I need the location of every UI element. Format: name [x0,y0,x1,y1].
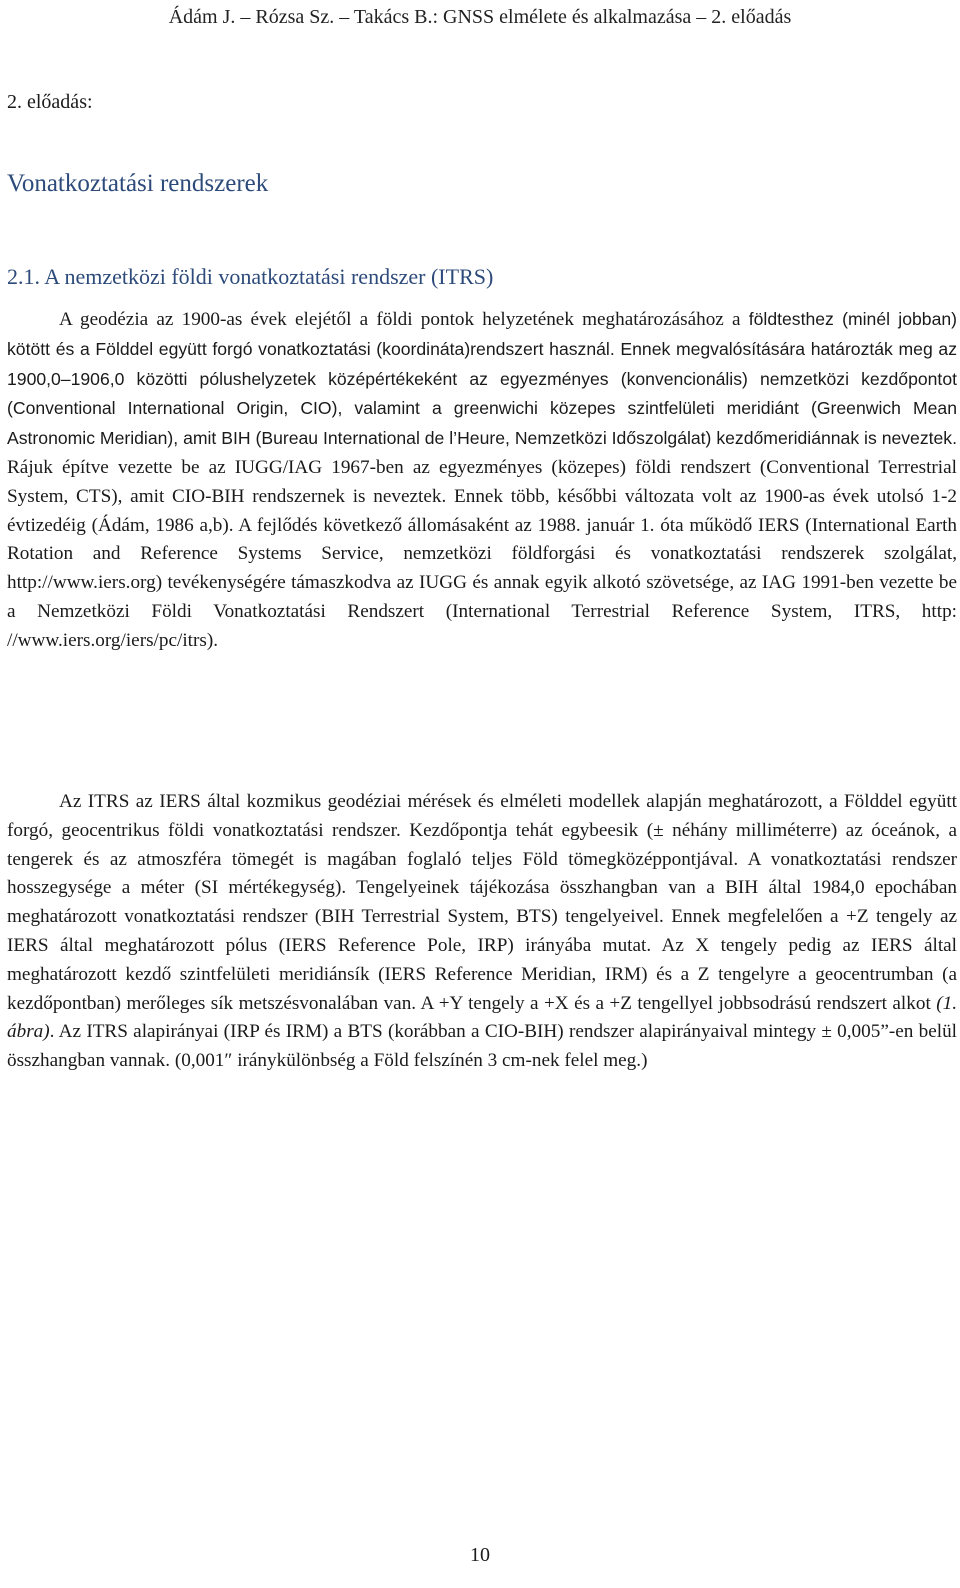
lecture-label: 2. előadás: [7,91,93,113]
page-number: 10 [470,1544,490,1566]
paragraph-1-text-d: Rájuk építve vezette be az IUGG/IAG 1967-ben az egyezményes (közepes) földi rendszert (Conventional Terrestrial System, CTS), amit CIO-BIH rendszernek is neveztek. Ennek több, későbbi változata volt az 1900-as évek utolsó 1-2 évtizedéig (Ádám, 1986 a,b). A fejlődés következő állomásaként az 1988. január 1. óta működő IERS (International Earth Rotation and Reference Systems Service, nemzetközi földforgási és vonatkoztatási rendszerek szolgálat, http://www.iers.org) tevékenységére támaszkodva az IUGG és annak egyik alkotó szövetsége, az IAG 1991-ben vezette be a Nemzetközi Földi Vonatkoztatási Rendszert (International Terrestrial Reference System, ITRS, http: //www.iers.org/iers/pc/itrs). [7,456,957,651]
paragraph-1-text-b: földtesthez (minél jobban) kötött és a Földdel együtt forgó vonatkoztatási (koordináta)rendszert használ. [7,309,958,359]
figure-reference: (1. ábra) [7,992,957,1043]
paragraph-1-text-a: A geodézia az 1900-as évek elejétől a földi pontok helyzetének meghatározásához a [59,309,749,330]
paragraph-1-text-c: Ennek megvalósítására határozták meg az 1900,0–1906,0 közötti pólushelyzetek középértékeként az egyezményes (konvencionális) nemzetközi kezdőpontot (Conventional International Origin, CIO), valamint a greenwichi közepes szintfelületi meridiánt (Greenwich Mean Astronomic Meridian), amit BIH (Bureau International de l’Heure, Nemzetközi Időszolgálat) kezdőmeridiánnak is neveztek. [7,338,958,449]
section-title: 2.1. A nemzetközi földi vonatkoztatási rendszer (ITRS) [7,264,494,289]
body-paragraph-1 [7,305,957,656]
running-header: Ádám J. – Rózsa Sz. – Takács B.: GNSS elmélete és alkalmazása – 2. előadás [168,6,792,28]
paragraph-2-text-a: Az ITRS az IERS által kozmikus geodéziai mérések és elméleti modellek alapján meghatározott, a Földdel együtt forgó, geocentrikus földi vonatkoztatási rendszer. Kezdőpontja tehát egybeesik (± néhány milliméterre) az óceánok, a tengerek és az atmoszféra tömegét is magában foglaló teljes Föld tömegközéppontjával. A vonatkoztatási rendszer hosszegysége a méter (SI mértékegység). Tengelyeinek tájékozása összhangban van a BIH által 1984,0 epochában meghatározott vonatkoztatási rendszer (BIH Terrestrial System, BTS) tengelyeivel. Ennek megfelelően a +Z tengely az IERS által meghatározott pólus (IERS Reference Pole, IRP) irányába mutat. Az X tengely pedig az IERS által meghatározott kezdő szintfelületi meridiánsík (IERS Reference Meridian, IRM) és a Z tengelyre a geocentrumban (a kezdőpontban) merőleges sík metszésvonalában van. A +Y tengely a +X és a +Z tengellyel jobbsodrású rendszert alkot [7,791,957,1014]
body-paragraph-2 [7,788,957,1076]
chapter-title: Vonatkoztatási rendszerek [7,170,269,197]
paragraph-2-text-b: . Az ITRS alapirányai (IRP és IRM) a BTS (korábban a CIO-BIH) rendszer alapirányaival mintegy ± 0,005”-en belül összhangban vannak. (0,001″ iránykülönbség a Föld felszínén 3 cm-nek felel meg.) [7,1021,957,1072]
